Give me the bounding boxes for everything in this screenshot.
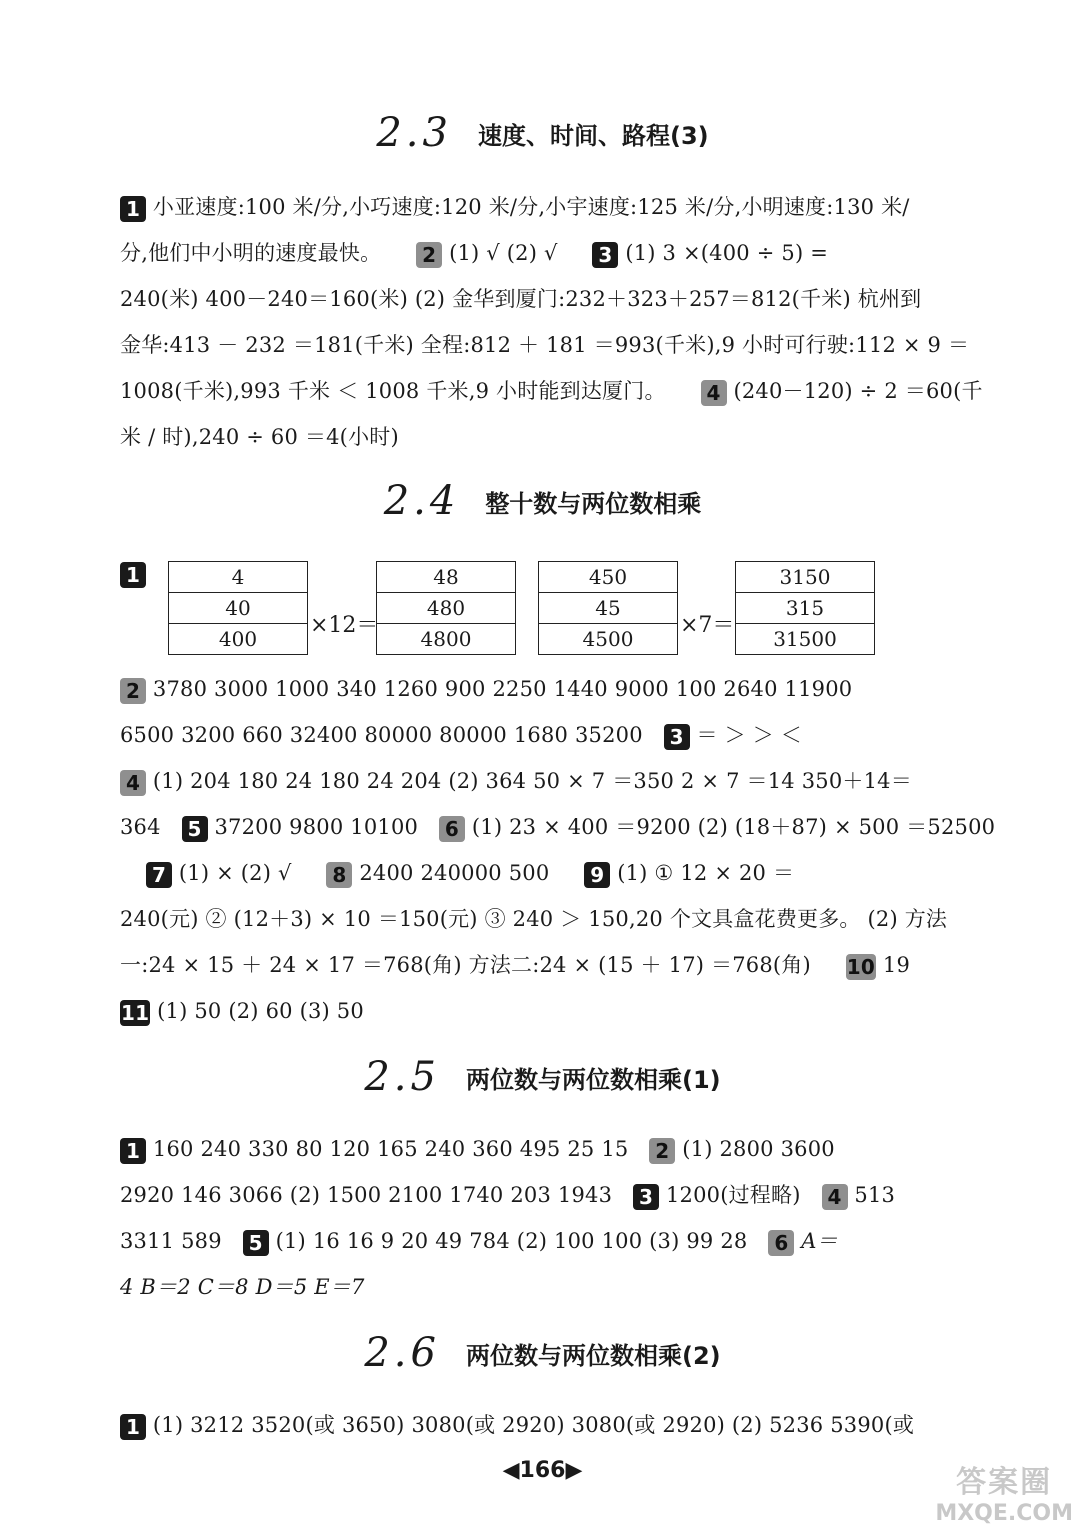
- question-badge: 8: [326, 862, 352, 888]
- question-badge: 1: [120, 196, 146, 222]
- answer-line: [120, 1226, 1000, 1256]
- answer-line: [120, 904, 1000, 934]
- operator-text: ×12＝: [310, 613, 379, 638]
- page-number: ◀166▶: [502, 1458, 583, 1483]
- section-number: 2.4: [383, 478, 460, 524]
- answer-text: 3311 589: [120, 1229, 222, 1253]
- table-cell: 40: [169, 593, 307, 624]
- answer-text: 1008(千米),993 千米 ＜ 1008 千米,9 小时能到达厦门。: [120, 379, 666, 403]
- table-cell: 400: [218, 627, 258, 651]
- answer-text: (1) 3 ×(400 ÷ 5) =: [625, 241, 829, 265]
- answer-text: (1) 2800 3600: [682, 1137, 835, 1161]
- answer-text: (1) 23 × 400 ＝9200 (2) (18＋87) × 500 ＝52500: [471, 815, 996, 839]
- answer-line: [120, 1410, 1000, 1440]
- answer-line: [120, 674, 1000, 704]
- watermark-text: 答案圈: [956, 1465, 1053, 1500]
- question-badge: 4: [120, 770, 146, 796]
- answer-text: A＝: [801, 1229, 838, 1253]
- answer-text: 金华:413 － 232 ＝181(千米) 全程:812 ＋ 181 ＝993(千米),9 小时可行驶:112 × 9 ＝: [120, 333, 970, 357]
- question-badge: 1: [120, 1414, 146, 1440]
- answer-text: (1) 3212 3520(或 3650) 3080(或 2920) 3080(或 2920) (2) 5236 5390(或: [152, 1413, 915, 1437]
- number-table: [735, 561, 875, 655]
- question-badge: 1: [120, 1138, 146, 1164]
- answer-text: 3780 3000 1000 340 1260 900 2250 1440 9000 100 2640 11900: [152, 677, 853, 701]
- answer-line: [120, 1134, 1000, 1164]
- answer-text: 一:24 × 15 ＋ 24 × 17 ＝768(角) 方法二:24 × (15 ＋ 17) ＝768(角): [120, 953, 811, 977]
- answer-text: 4 B＝2 C＝8 D＝5 E＝7: [120, 1275, 365, 1299]
- answer-line: [120, 284, 1000, 314]
- question-badge: 1: [120, 562, 146, 588]
- question-badge: 3: [633, 1184, 659, 1210]
- section-title: 两位数与两位数相乘(2): [465, 1341, 721, 1370]
- number-table: [376, 561, 516, 655]
- question-badge: 6: [768, 1230, 794, 1256]
- answer-text: 513: [854, 1183, 896, 1207]
- table-cell: 4800: [420, 627, 472, 651]
- number-table: [538, 561, 678, 655]
- answer-line: [120, 1180, 1000, 1210]
- answer-text: (1) ① 12 × 20 ＝: [617, 861, 795, 885]
- answer-line: [120, 376, 1000, 406]
- question-badge: 2: [649, 1138, 675, 1164]
- answer-line: [120, 192, 1000, 222]
- table-cell: 4500: [582, 627, 634, 651]
- question-badge: 11: [121, 1000, 150, 1025]
- answer-text: 2920 146 3066 (2) 1500 2100 1740 203 1943: [120, 1183, 613, 1207]
- answer-text: 1200(过程略): [665, 1183, 801, 1207]
- section-2-6-heading: [0, 1330, 1085, 1380]
- question-badge: 4: [701, 380, 727, 406]
- watermark-url: MXQE.COM: [935, 1501, 1073, 1526]
- answer-line: [120, 766, 1000, 796]
- answer-line: [120, 330, 1000, 360]
- number-table: [168, 561, 308, 655]
- section-number: 2.3: [376, 110, 452, 156]
- question-badge: 4: [822, 1184, 848, 1210]
- table-cell: 450: [539, 562, 677, 593]
- watermark-logo: [935, 1457, 1073, 1526]
- answer-line: [120, 720, 1000, 750]
- section-2-4-heading: [0, 478, 1085, 528]
- section-number: 2.6: [364, 1330, 440, 1376]
- table-cell: 31500: [773, 627, 837, 651]
- section-title: 整十数与两位数相乘: [485, 489, 702, 518]
- answer-line: [120, 950, 1000, 980]
- answer-text: 6500 3200 660 32400 80000 80000 1680 35200: [120, 723, 643, 747]
- question-badge: 5: [243, 1230, 269, 1256]
- section-2-3-heading: [0, 110, 1085, 160]
- answer-line: [120, 238, 1000, 268]
- table-cell: 480: [377, 593, 515, 624]
- answer-line: [120, 996, 1000, 1026]
- answer-text: (1) 16 16 9 20 49 784 (2) 100 100 (3) 99 28: [275, 1229, 748, 1253]
- answer-text: 2400 240000 500: [359, 861, 550, 885]
- answer-text: 37200 9800 10100: [214, 815, 419, 839]
- table-cell: 48: [377, 562, 515, 593]
- answer-text: 小亚速度:100 米/分,小巧速度:120 米/分,小宇速度:125 米/分,小明速度:130 米/: [152, 195, 910, 219]
- answer-line: [146, 858, 1000, 888]
- answer-text: 240(元) ② (12＋3) × 10 ＝150(元) ③ 240 ＞ 150,20 个文具盒花费更多。 (2) 方法: [120, 907, 948, 931]
- question-badge: 5: [182, 816, 208, 842]
- answer-text: (1) × (2) √: [178, 861, 292, 885]
- table-cell: 315: [736, 593, 874, 624]
- answer-text: 160 240 330 80 120 165 240 360 495 25 15: [152, 1137, 629, 1161]
- section-title: 两位数与两位数相乘(1): [465, 1065, 721, 1094]
- section-title: 速度、时间、路程(3): [477, 121, 709, 150]
- table-cell: 4: [169, 562, 307, 593]
- table-cell: 45: [539, 593, 677, 624]
- answer-text: (1) 204 180 24 180 24 204 (2) 364 50 × 7 ＝350 2 × 7 ＝14 350＋14＝: [152, 769, 912, 793]
- answer-text: 19: [882, 953, 911, 977]
- answer-text: 分,他们中小明的速度最快。: [120, 241, 382, 265]
- answer-text: ＝ ＞ ＞ ＜: [696, 723, 802, 747]
- question-badge: 7: [146, 862, 172, 888]
- question-badge: 2: [120, 678, 146, 704]
- question-badge: 3: [592, 242, 618, 268]
- question-badge: 6: [439, 816, 465, 842]
- answer-text: 米 / 时),240 ÷ 60 ＝4(小时): [120, 425, 399, 449]
- answer-text: 240(米) 400－240＝160(米) (2) 金华到厦门:232＋323＋257＝812(千米) 杭州到: [120, 287, 922, 311]
- operator-text: ×7＝: [680, 613, 735, 638]
- question-badge: 9: [584, 862, 610, 888]
- question-badge: 10: [846, 954, 876, 979]
- section-number: 2.5: [364, 1054, 440, 1100]
- answer-text: (240－120) ÷ 2 ＝60(千: [733, 379, 983, 403]
- answer-text: (1) √ (2) √: [449, 241, 558, 265]
- answer-text: 364: [120, 815, 161, 839]
- answer-text: (1) 50 (2) 60 (3) 50: [157, 999, 364, 1023]
- question-badge: 2: [416, 242, 442, 268]
- table-cell: 3150: [736, 562, 874, 593]
- answer-line: [120, 422, 1000, 452]
- answer-line: [120, 812, 1000, 842]
- section-2-5-heading: [0, 1054, 1085, 1104]
- answer-line: [120, 1272, 1000, 1302]
- question-badge: 3: [664, 724, 690, 750]
